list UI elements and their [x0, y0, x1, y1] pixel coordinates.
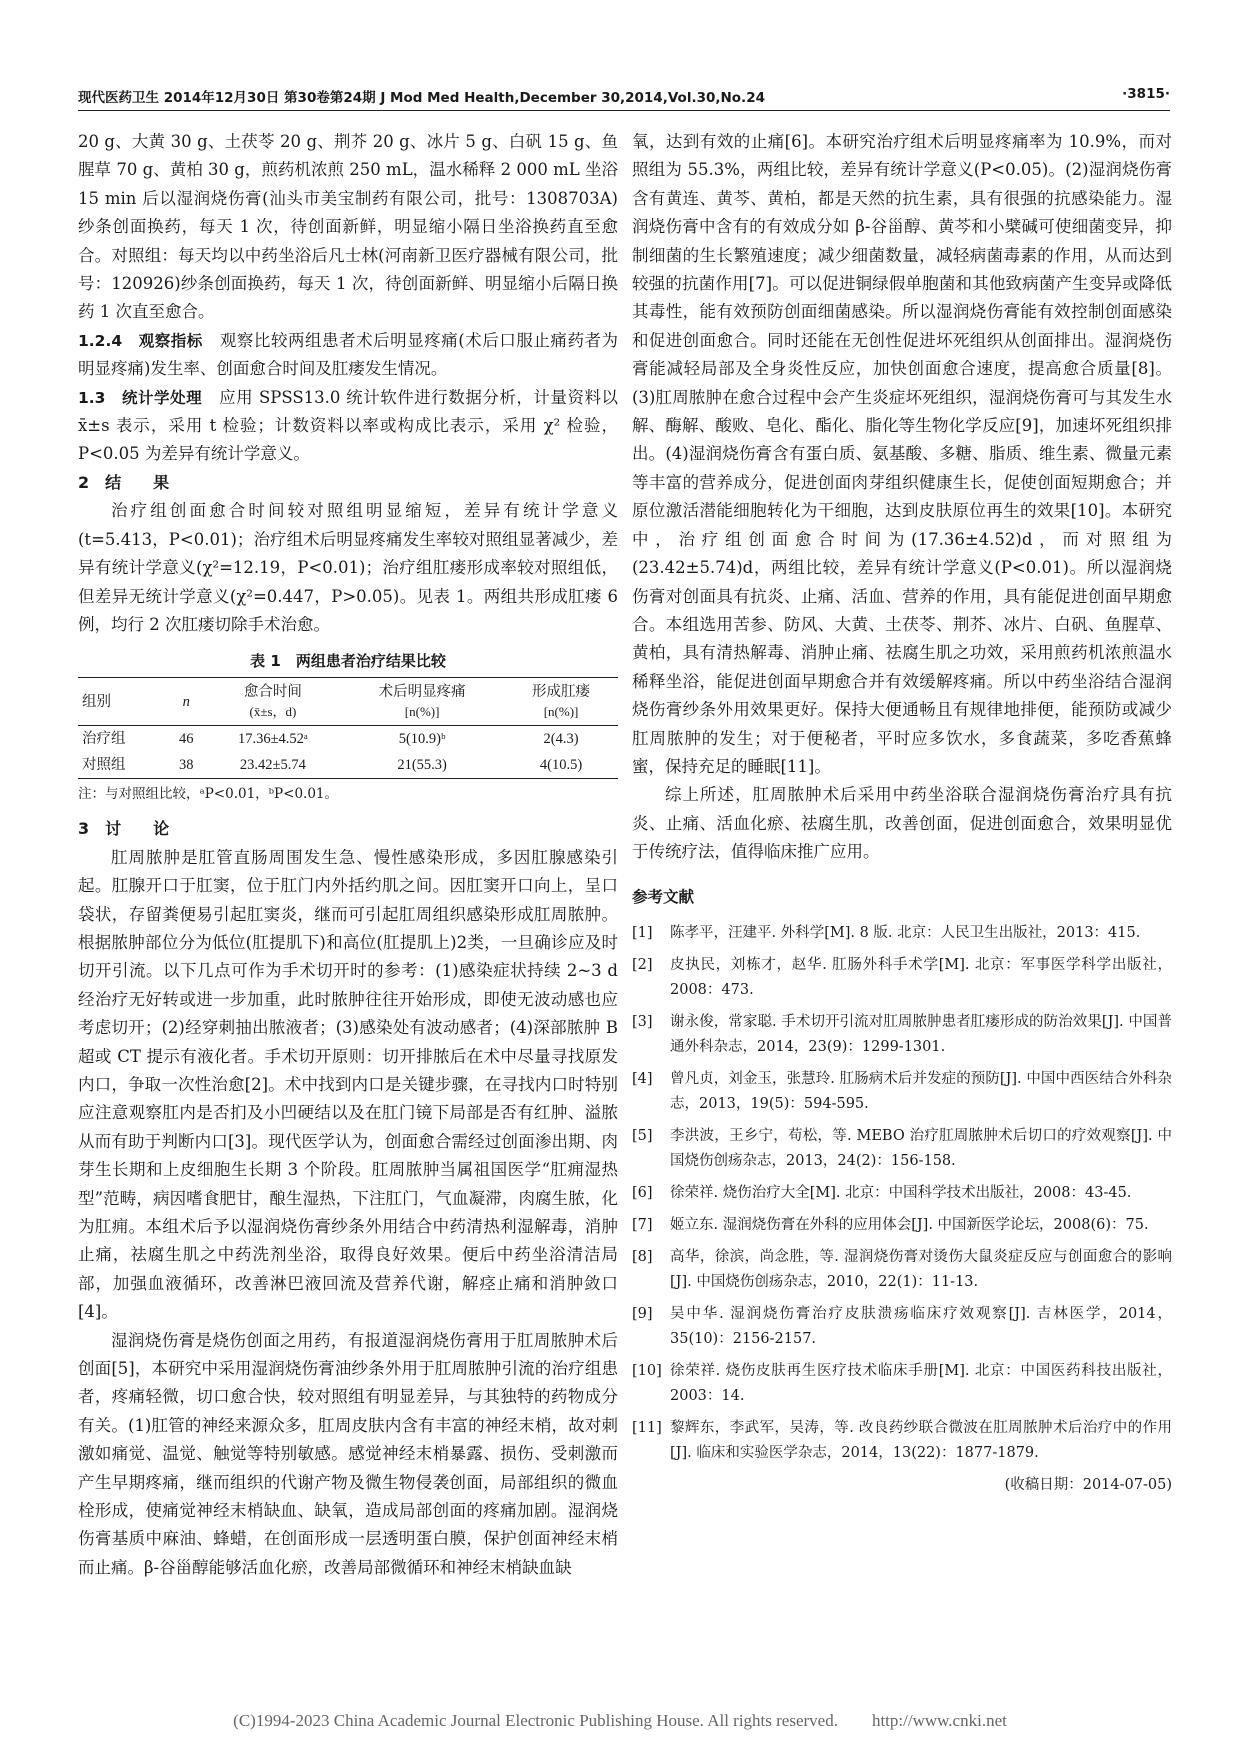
reference-item	[632, 1010, 1172, 1060]
reference-text: 徐荣祥. 烧伤治疗大全[M]. 北京：中国科学技术出版社，2008：43-45.	[670, 1184, 1132, 1201]
discussion-paragraph-1: 肛周脓肿是肛管直肠周围发生急、慢性感染形成，多因肛腺感染引起。肛腺开口于肛窦，位于肛门内外括约肌之间。因肛窦开口向上，呈口袋状，存留粪便易引起肛窦炎，继而可引起肛周组织感染形成肛周脓肿。根据脓肿部位分为低位(肛提肌下)和高位(肛提肌上)2类，一旦确诊应及时切开引流。以下几点可作为手术切开时的参考：(1)感染症状持续 2~3 d 经治疗无好转或进一步加重，此时脓肿往往开始形成，即使无波动感也应考虑切开；(2)经穿刺抽出脓液者；(3)感染处有波动感者；(4)深部脓肿 B 超或 CT 提示有液化者。手术切开原则：切开排脓后在术中尽量寻找原发内口，争取一次性治愈[2]。术中找到内口是关键步骤，在寻找内口时特别应注意观察肛内是否扪及小凹硬结以及在肛门镜下局部是否有红肿、溢脓从而有助于判断内口[3]。现代医学认为，创面愈合需经过创面渗出期、肉芽生长期和上皮细胞生长期 3 个阶段。肛周脓肿当属祖国医学“肛痈湿热型”范畴，病因嗜食肥甘，酿生湿热，下注肛门，气血凝滞，肉腐生脓，化为肛痈。本组术后予以湿润烧伤膏纱条外用结合中药清热利湿解毒，消肿止痛，祛腐生肌之中药洗剂坐浴，取得良好效果。便后中药坐浴清洁局部，加强血液循环，改善淋巴液回流及营养代谢，解痉止痛和消肿敛口[4]。	[78, 847, 618, 1322]
right-column	[632, 128, 1172, 1668]
discussion-paragraph-3: 氧，达到有效的止痛[6]。本研究治疗组术后明显疼痛率为 10.9%，而对照组为 55.3%，两组比较，差异有统计学意义(P<0.05)。(2)湿润烧伤膏含有黄连、黄芩、黄柏，都是天然的抗生素，具有很强的抗感染能力。湿润烧伤膏中含有的有效成分如 β-谷甾醇、黄芩和小檗碱可使细菌变异，抑制细菌的生长繁殖速度；减少细菌数量，减轻病菌毒素的作用，从而达到较强的抗菌作用[7]。可以促进铜绿假单胞菌和其他致病菌产生变异或降低其毒性，能有效预防创面细菌感染。所以湿润烧伤膏能有效控制创面感染和促进创面愈合。同时还能在无创性促进坏死组织从创面排出。湿润烧伤膏能减轻局部及全身炎性反应，加快创面愈合速度，提高愈合质量[8]。(3)肛周脓肿在愈合过程中会产生炎症坏死组织，湿润烧伤膏可与其发生水解、酶解、酸败、皂化、酯化、脂化等生物化学反应[9]，加速坏死组织排出。(4)湿润烧伤膏含有蛋白质、氨基酸、多糖、脂质、维生素、微量元素等丰富的营养成分，促进创面肉芽组织健康生长，促使创面短期愈合；并原位激活潜能细胞转化为干细胞，达到皮肤原位再生的效果[10]。本研究中，治疗组创面愈合时间为(17.36±4.52)d，而对照组为(23.42±5.74)d，两组比较，差异有统计学意义(P<0.01)。所以湿润烧伤膏对创面具有抗炎、止痛、活血、营养的作用，具有能促进创面早期愈合。本组选用苦参、防风、大黄、土茯苓、荆芥、冰片、白矾、鱼腥草、黄柏，具有清热解毒、消肿止痛、祛腐生肌之功效，采用煎药机浓煎温水稀释坐浴，能促进创面早期愈合并有效缓解疼痛。所以中药坐浴结合湿润烧伤膏纱条外用效果更好。保持大便通畅且有规律地排便，能预防或减少肛周脓肿的发生；对于便秘者，平时应多饮水，多食蔬菜，多吃香蕉蜂蜜，保持充足的睡眠[11]。	[632, 132, 1172, 776]
reference-text: 高华，徐滨，尚念胜，等. 湿润烧伤膏对烫伤大鼠炎症反应与创面愈合的影响[J]. 中国烧伤创疡杂志，2010，22(1)：11-13.	[670, 1248, 1172, 1290]
subsection-1-2-4: 1.2.4 观察指标	[78, 331, 203, 350]
reference-item	[632, 1124, 1172, 1174]
col-header-n: n	[182, 694, 190, 711]
reference-text: 姬立东. 湿润烧伤膏在外科的应用体会[J]. 中国新医学论坛，2008(6)：75.	[670, 1216, 1149, 1233]
cell-heal: 23.42±5.74	[239, 757, 306, 774]
section-discussion-title: 3 讨 论	[78, 819, 170, 839]
reference-number: [10]	[632, 1362, 662, 1379]
statistics-paragraph	[78, 384, 618, 469]
reference-number: [11]	[632, 1419, 662, 1436]
left-column	[78, 128, 618, 1668]
observation-indicators	[78, 327, 618, 384]
cell-fistula: 2(4.3)	[543, 731, 579, 748]
reference-number: [4]	[632, 1070, 653, 1087]
table-note: 注：与对照组比较，ᵃP<0.01，ᵇP<0.01。	[78, 786, 339, 803]
reference-number: [2]	[632, 956, 653, 973]
table-row	[78, 752, 618, 779]
observation-text: 观察比较两组患者术后明显疼痛(术后口服止痛药者为明显疼痛)发生率、创面愈合时间及肛瘘发生情况。	[78, 330, 619, 379]
reference-text: 谢永俊，常家聪. 手术切开引流对肛周脓肿患者肛瘘形成的防治效果[J]. 中国普通外科杂志，2014，23(9)：1299-1301.	[670, 1013, 1172, 1055]
reference-list	[632, 921, 1172, 1466]
reference-item	[632, 1359, 1172, 1409]
discussion-paragraph-2: 湿润烧伤膏是烧伤创面之用药，有报道湿润烧伤膏用于肛周脓肿术后创面[5]，本研究中采用湿润烧伤膏油纱条外用于肛周脓肿引流的治疗组患者，疼痛轻微，切口愈合快，较对照组有明显差异，与其独特的药物成分有关。(1)肛管的神经来源众多，肛周皮肤内含有丰富的神经末梢，故对刺激如痛觉、温觉、触觉等特别敏感。感觉神经末梢暴露、损伤、受刺激而产生早期疼痛，继而组织的代谢产物及微生物侵袭创面，局部组织的微血栓形成，使痛觉神经末梢缺血、缺氧，造成局部创面的疼痛加剧。湿润烧伤膏基质中麻油、蜂蜡，在创面形成一层透明蛋白膜，保护创面神经末梢而止痛。β-谷甾醇能够活血化瘀，改善局部微循环和神经末梢缺血缺	[78, 1330, 618, 1577]
col-header-fistula: 形成肛瘘 [n(%)]	[532, 684, 591, 720]
subsection-1-3: 1.3 统计学处理	[78, 388, 203, 407]
copyright-footer: (C)1994-2023 China Academic Journal Electronic Publishing House. All rights reserved. http://www.cnki.net	[233, 1711, 1007, 1730]
reference-item	[632, 1245, 1172, 1295]
methods-paragraph: 20 g、大黄 30 g、土茯苓 20 g、荆芥 20 g、冰片 5 g、白矾 15 g、鱼腥草 70 g、黄柏 30 g，煎药机浓煎 250 mL，温水稀释 2 000 mL 坐浴 15 min 后以湿润烧伤膏(汕头市美宝制药有限公司，批号：1308703A)纱条创面换药，每天 1 次，待创面新鲜，明显缩小隔日坐浴换药直至愈合。对照组：每天均以中药坐浴后凡士林(河南新卫医疗器械有限公司，批号：120926)纱条创面换药，每天 1 次，待创面新鲜、明显缩小后隔日换药 1 次直至愈合。	[78, 132, 618, 322]
cell-fistula: 4(10.5)	[539, 757, 583, 774]
table-1-title: 表 1 两组患者治疗结果比较	[250, 652, 446, 671]
reference-number: [6]	[632, 1184, 653, 1201]
reference-text: 陈孝平，汪建平. 外科学[M]. 8 版. 北京：人民卫生出版社，2013：415.	[670, 924, 1141, 941]
reference-item	[632, 1213, 1172, 1238]
reference-item	[632, 1067, 1172, 1117]
results-table	[78, 677, 618, 779]
reference-number: [5]	[632, 1127, 653, 1144]
col-header-heal: 愈合时间 (x̄±s，d)	[243, 684, 302, 720]
col-header-pain: 术后明显疼痛 [n(%)]	[378, 684, 466, 720]
reference-number: [8]	[632, 1248, 653, 1265]
reference-item	[632, 1181, 1172, 1206]
running-header	[78, 86, 1170, 106]
cell-heal: 17.36±4.52ᵃ	[237, 731, 308, 748]
cell-pain: 21(55.3)	[397, 757, 447, 774]
col-header-group: 组别	[82, 694, 111, 711]
reference-text: 徐荣祥. 烧伤皮肤再生医疗技术临床手册[M]. 北京：中国医药科技出版社，2003：14.	[670, 1362, 1172, 1404]
reference-text: 李洪波，王乡宁，苟松，等. MEBO 治疗肛周脓肿术后切口的疗效观察[J]. 中国烧伤创疡杂志，2013，24(2)：156-158.	[670, 1127, 1172, 1169]
reference-text: 曾凡贞，刘金玉，张慧玲. 肛肠病术后并发症的预防[J]. 中国中西医结合外科杂志，2013，19(5)：594-595.	[670, 1070, 1172, 1112]
journal-citation: 现代医药卫生 2014年12月30日 第30卷第24期 J Mod Med Health,December 30,2014,Vol.30,No.24	[78, 90, 765, 106]
reference-item	[632, 953, 1172, 1003]
reference-text: 黎辉东，李武军，吴涛，等. 改良药纱联合微波在肛周脓肿术后治疗中的作用[J]. 临床和实验医学杂志，2014，13(22)：1877-1879.	[670, 1419, 1172, 1461]
references-title: 参考文献	[632, 887, 695, 906]
reference-number: [3]	[632, 1013, 653, 1030]
cell-n: 46	[179, 731, 194, 748]
reference-number: [1]	[632, 924, 653, 941]
cell-group: 对照组	[82, 757, 126, 774]
received-date: (收稿日期：2014-07-05)	[1004, 1476, 1172, 1493]
reference-item	[632, 1416, 1172, 1466]
section-results-title: 2 结 果	[78, 472, 170, 492]
reference-number: [7]	[632, 1216, 653, 1233]
results-paragraph: 治疗组创面愈合时间较对照组明显缩短，差异有统计学意义(t=5.413，P<0.01)；治疗组术后明显疼痛发生率较对照组显著减少，差异有统计学意义(χ²=12.19，P<0.01)；治疗组肛瘘形成率较对照组低，但差异无统计学意义(χ²=0.447，P>0.05)。见表 1。两组共形成肛瘘 6 例，均行 2 次肛瘘切除手术治愈。	[78, 501, 618, 634]
cell-n: 38	[179, 757, 194, 774]
cell-pain: 5(10.9)ᵇ	[398, 731, 446, 748]
statistics-text: 应用 SPSS13.0 统计软件进行数据分析，计量资料以 x̄±s 表示，采用 t 检验；计数资料以率或构成比表示，采用 χ² 检验，P<0.05 为差异有统计学意义。	[78, 387, 618, 464]
table-row	[78, 726, 618, 753]
reference-item	[632, 921, 1172, 946]
header-rule	[78, 110, 1170, 111]
cell-group: 治疗组	[82, 731, 126, 748]
reference-item	[632, 1302, 1172, 1352]
reference-text: 皮执民，刘栋才，赵华. 肛肠外科手术学[M]. 北京：军事医学科学出版社，2008：473.	[670, 956, 1172, 998]
page-number: ·3815·	[1122, 86, 1170, 102]
reference-number: [9]	[632, 1305, 653, 1322]
conclusion-paragraph: 综上所述，肛周脓肿术后采用中药坐浴联合湿润烧伤膏治疗具有抗炎、止痛、活血化瘀、祛腐生肌，改善创面，促进创面愈合，效果明显优于传统疗法，值得临床推广应用。	[632, 785, 1172, 862]
reference-text: 吴中华. 湿润烧伤膏治疗皮肤溃疡临床疗效观察[J]. 吉林医学，2014，35(10)：2156-2157.	[670, 1305, 1172, 1347]
